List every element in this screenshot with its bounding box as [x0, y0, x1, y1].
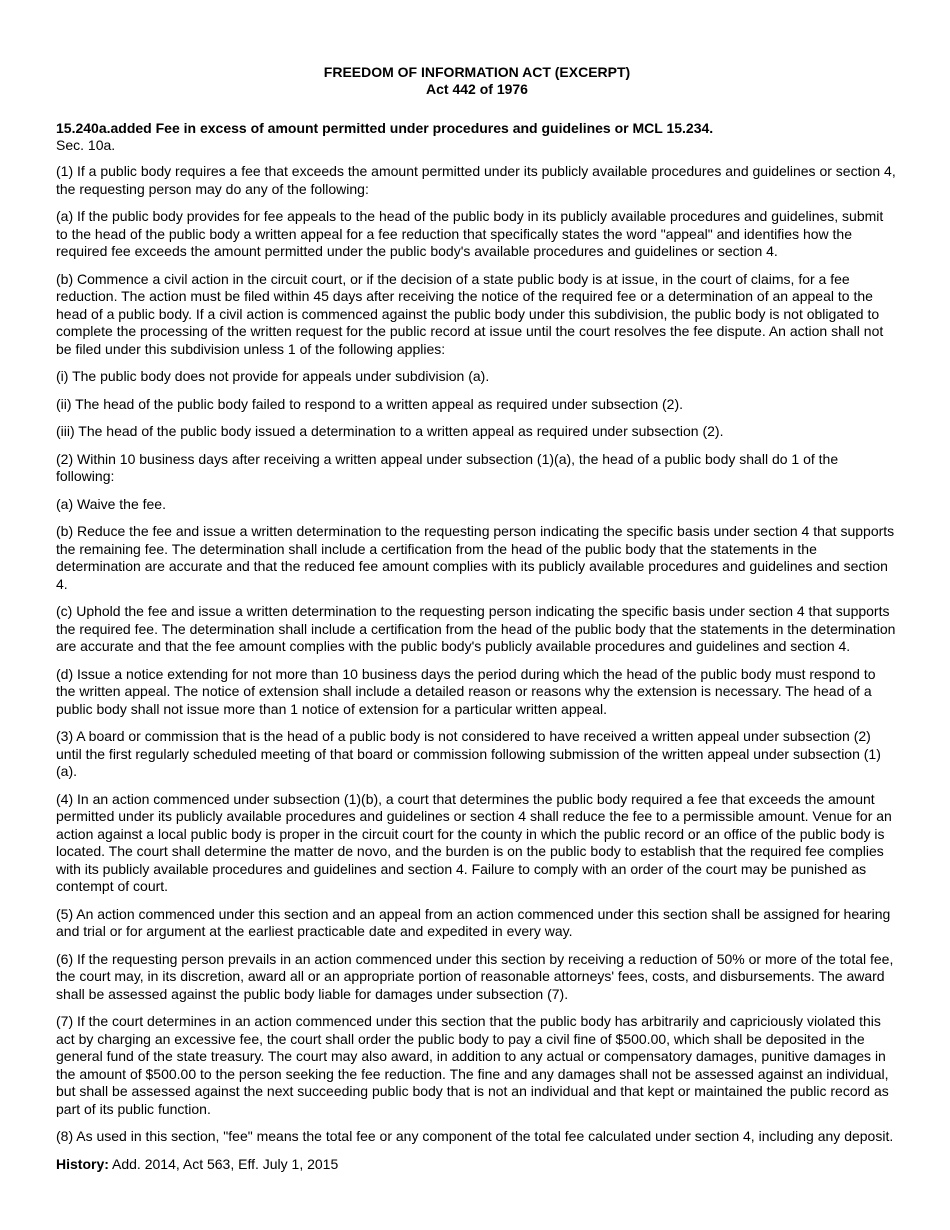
paragraph-2b: (b) Reduce the fee and issue a written determination to the requesting person indicating the specific basis under section 4 that supports the remaining fee. The determination shall include a certification from the head of the public body that the statements in the determination are accurate and that the reduced fee amount complies with its publicly available procedures and guidelines and section 4. — [56, 523, 895, 592]
paragraph-2d: (d) Issue a notice extending for not more than 10 business days the period during which the head of the public body must respond to the written appeal. The notice of extension shall include a detailed reason or reasons why the extension is necessary. The head of a public body shall not issue more than 1 notice of extension for a particular written appeal. — [56, 665, 876, 717]
section-number: Sec. 10a. — [56, 137, 116, 153]
paragraph-6: (6) If the requesting person prevails in an action commenced under this section by receiving a reduction of 50% or more of the total fee, the court may, in its discretion, award all or an appropriate portion of reasonable attorneys' fees, costs, and disbursements. The award shall be assessed against the public body liable for damages under subsection (7). — [56, 950, 894, 1002]
paragraph-8: (8) As used in this section, "fee" means the total fee or any component of the total fee calculated under section 4, including any deposit. — [56, 1128, 894, 1144]
paragraph-2: (2) Within 10 business days after receiving a written appeal under subsection (1)(a), the head of a public body shall do 1 of the following: — [56, 450, 839, 484]
paragraph-2c: (c) Uphold the fee and issue a written determination to the requesting person indicating the specific basis under section 4 that supports the required fee. The determination shall include a certification from the head of the public body that the statements in the determination are accurate and that the fee amount complies with the public body's publicly available procedures and guidelines and section 4. — [56, 603, 896, 654]
paragraph-1b-iii: (iii) The head of the public body issued a determination to a written appeal as required under subsection (2). — [56, 423, 724, 439]
paragraph-7: (7) If the court determines in an action commenced under this section that the public body has arbitrarily and capriciously violated this act by charging an excessive fee, the court shall order the public body to pay a civil fine of $500.00, which shall be deposited in the general fund of the state treasury. The court may also award, in addition to any actual or compensatory damages, punitive damages in the amount of $500.00 to the person seeking the fee reduction. The fine and any damages shall not be assessed against an individual, but shall be assessed against the next succeeding public body that is not an individual and that kept or maintained the public record as part of its public function. — [56, 1013, 889, 1117]
paragraph-3: (3) A board or commission that is the head of a public body is not considered to have received a written appeal under subsection (2) until the first regularly scheduled meeting of that board or commission following submission of the written appeal under subsection (1)(a). — [56, 728, 881, 779]
paragraph-1b: (b) Commence a civil action in the circuit court, or if the decision of a state public body is at issue, in the court of claims, for a fee reduction. The action must be filed within 45 days after receiving the notice of the required fee or a determination of an appeal to the head of a public body. If a civil action is commenced against the public body under this subdivision, the public body is not obligated to complete the processing of the written request for the public record at issue until the court resolves the fee dispute. An action shall not be filed under this subdivision unless 1 of the following applies: — [56, 270, 884, 357]
title-line-act-name: FREEDOM OF INFORMATION ACT (EXCERPT) — [323, 64, 631, 80]
paragraph-1: (1) If a public body requires a fee that exceeds the amount permitted under its publicly available procedures and guidelines or section 4, the requesting person may do any of the following: — [56, 163, 896, 197]
paragraph-2a: (a) Waive the fee. — [56, 495, 166, 512]
history-note — [56, 1156, 898, 1174]
history-label: History: — [56, 1155, 109, 1172]
paragraph-1a: (a) If the public body provides for fee appeals to the head of the public body in its publicly available procedures and guidelines, submit to the head of the public body a written appeal for a fee reduction that specifically states the word "appeal" and identifies how the required fee exceeds the amount permitted under the public body's available procedures and guidelines or section 4. — [56, 208, 884, 259]
paragraph-5: (5) An action commenced under this section and an appeal from an action commenced under this section shall be assigned for hearing and trial or for argument at the earliest practicable date and expedited in every way. — [56, 905, 891, 939]
document-page — [56, 64, 898, 1173]
title-line-act-number: Act 442 of 1976 — [426, 81, 528, 97]
document-title — [56, 64, 898, 98]
history-text: Add. 2014, Act 563, Eff. July 1, 2015 — [108, 1155, 339, 1172]
paragraph-1b-ii: (ii) The head of the public body failed to respond to a written appeal as required under subsection (2). — [56, 395, 684, 412]
paragraph-1b-i: (i) The public body does not provide for appeals under subdivision (a). — [56, 368, 490, 384]
paragraph-4: (4) In an action commenced under subsection (1)(b), a court that determines the public body required a fee that exceeds the amount permitted under its publicly available procedures and guidelines or section 4 shall reduce the fee to a permissible amount. Venue for an action against a local public body is proper in the circuit court for the county in which the public record or an office of the public body is located. The court shall determine the matter de novo, and the burden is on the public body to establish that the required fee complies with its publicly available procedures and guidelines and section 4. Failure to comply with an order of the court may be punished as contempt of court. — [56, 790, 892, 894]
section-heading: 15.240a.added Fee in excess of amount permitted under procedures and guidelines or MCL 15.234. — [56, 120, 714, 136]
